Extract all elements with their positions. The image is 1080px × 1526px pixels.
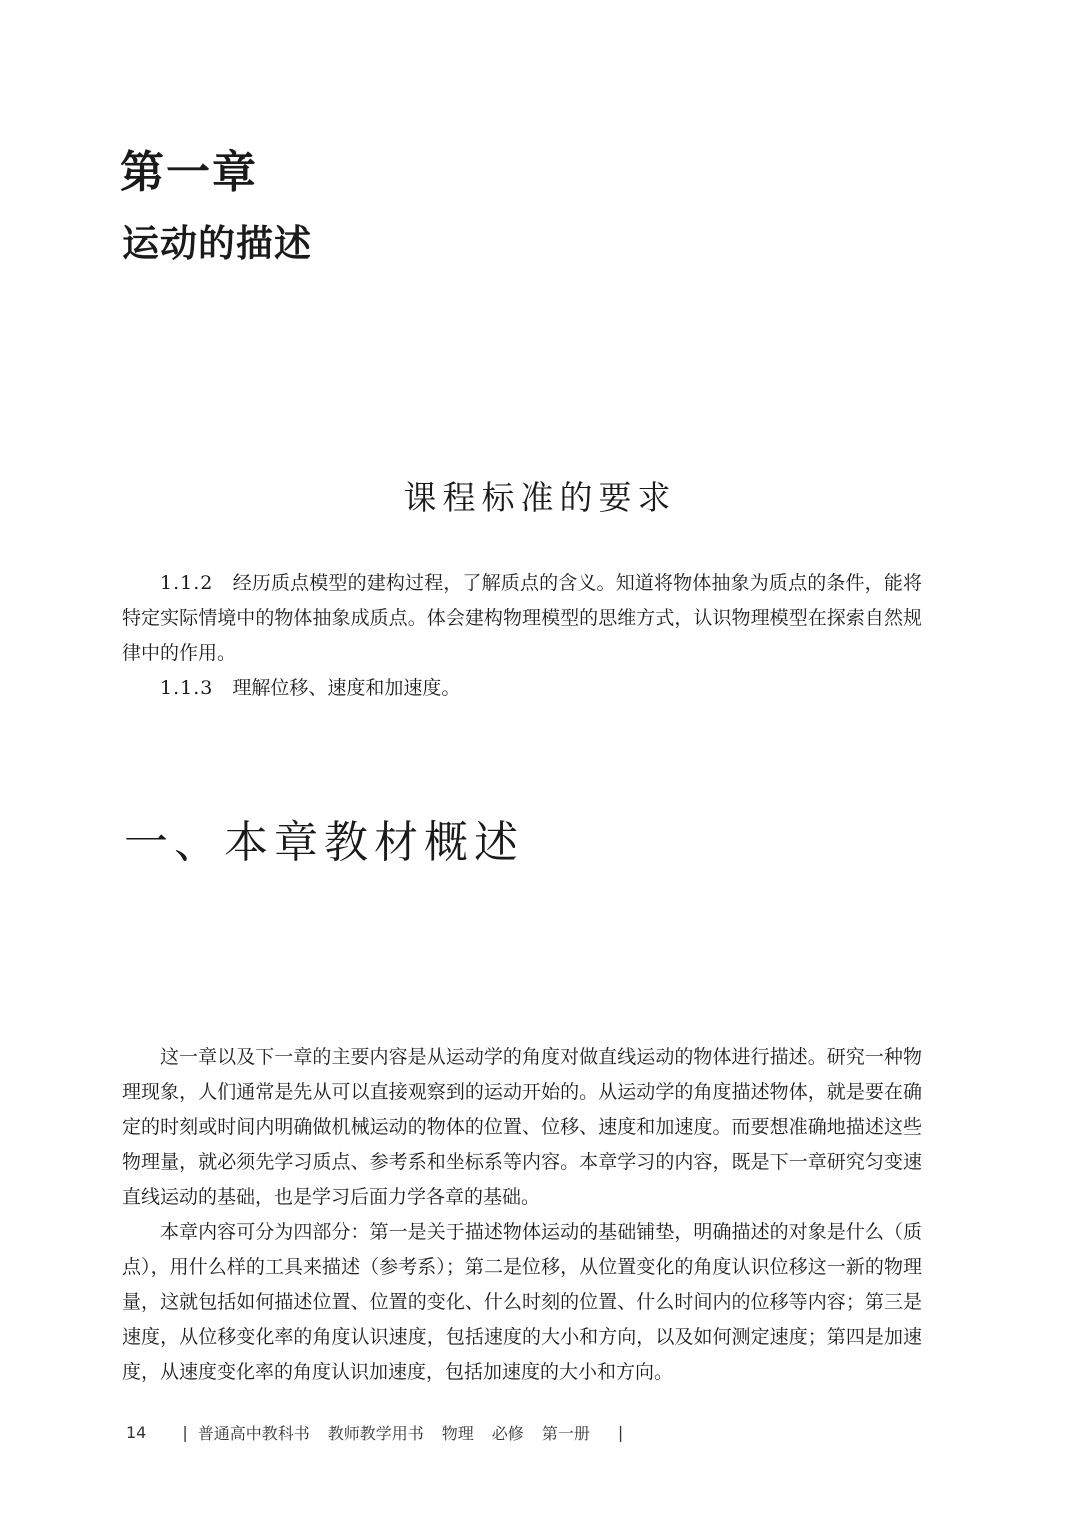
- section-body: [122, 1040, 922, 1390]
- curriculum-standard-heading: 课程标准的要求: [403, 478, 677, 517]
- standard-code: 1.1.2: [160, 572, 214, 594]
- standard-text: 理解位移、速度和加速度。: [232, 677, 461, 699]
- chapter-number: 第一章: [120, 147, 258, 198]
- footer-subject: 物理: [441, 1424, 474, 1443]
- curriculum-standard-item: [122, 671, 922, 706]
- footer-course-level: 必修: [491, 1424, 524, 1443]
- page-footer: [126, 1421, 633, 1444]
- curriculum-standard-item: [122, 566, 922, 671]
- footer-book-series: 普通高中教科书: [197, 1424, 310, 1443]
- section-heading: 一、本章教材概述: [124, 817, 524, 868]
- footer-book-type: 教师教学用书: [327, 1424, 424, 1443]
- footer-separator: |: [617, 1423, 624, 1442]
- chapter-title: 运动的描述: [122, 222, 312, 265]
- footer-volume: 第一册: [541, 1424, 590, 1443]
- page-number: 14: [126, 1423, 147, 1442]
- footer-separator: |: [182, 1423, 188, 1442]
- body-paragraph: 这一章以及下一章的主要内容是从运动学的角度对做直线运动的物体进行描述。研究一种物理现象，人们通常是先从可以直接观察到的运动开始的。从运动学的角度描述物体，就是要在确定的时刻或时间内明确做机械运动的物体的位置、位移、速度和加速度。而要想准确地描述这些物理量，就必须先学习质点、参考系和坐标系等内容。本章学习的内容，既是下一章研究匀变速直线运动的基础，也是学习后面力学各章的基础。: [122, 1046, 922, 1208]
- standard-text: 经历质点模型的建构过程，了解质点的含义。知道将物体抽象为质点的条件，能将特定实际情境中的物体抽象成质点。体会建构物理模型的思维方式，认识物理模型在探索自然规律中的作用。: [122, 572, 922, 664]
- standard-code: 1.1.3: [160, 677, 214, 699]
- body-paragraph: 本章内容可分为四部分：第一是关于描述物体运动的基础铺垫，明确描述的对象是什么（质点），用什么样的工具来描述（参考系）；第二是位移，从位置变化的角度认识位移这一新的物理量，这就包括如何描述位置、位置的变化、什么时刻的位置、什么时间内的位移等内容；第三是速度，从位移变化率的角度认识速度，包括速度的大小和方向，以及如何测定速度；第四是加速度，从速度变化率的角度认识加速度，包括加速度的大小和方向。: [122, 1221, 922, 1383]
- curriculum-standard-list: [122, 566, 922, 706]
